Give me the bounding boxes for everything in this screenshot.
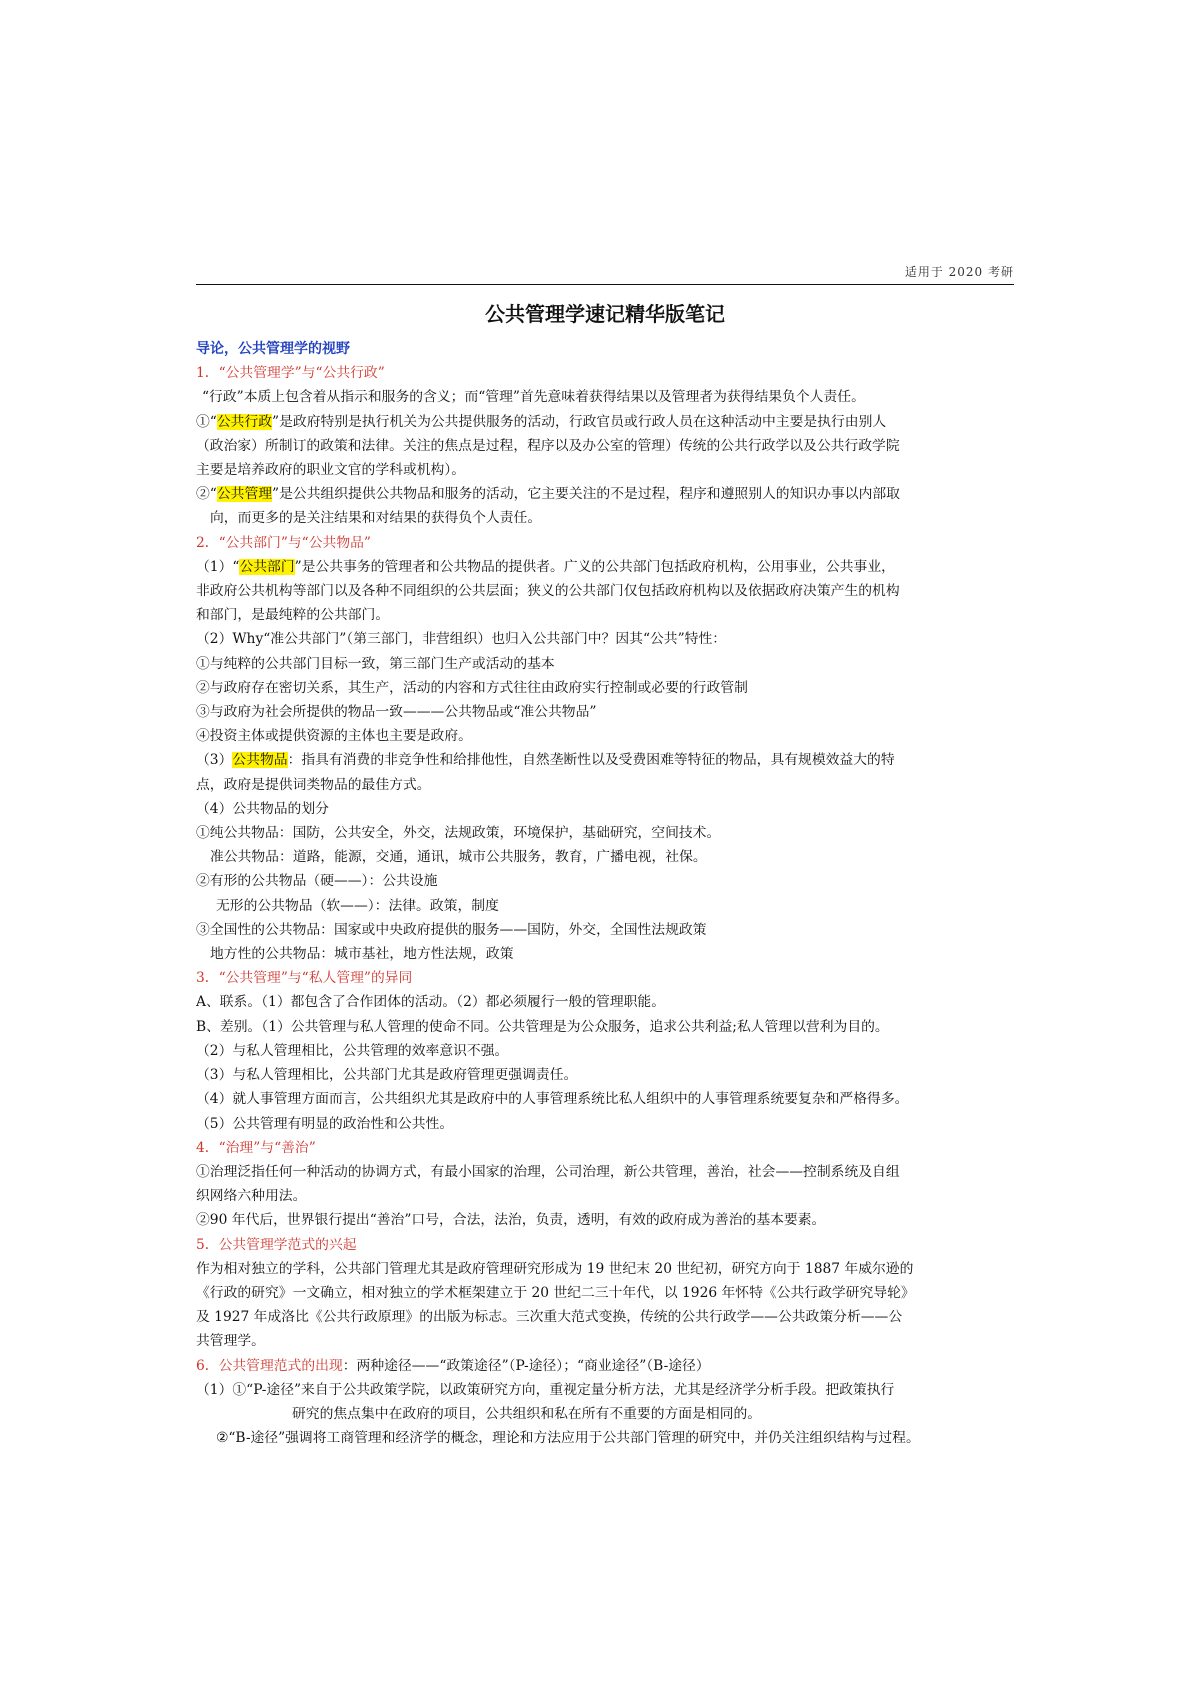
paragraph-line: ③全国性的公共物品：国家或中央政府提供的服务——国防，外交，全国性法规政策 xyxy=(196,921,707,938)
paragraph-line: 点，政府是提供词类物品的最佳方式。 xyxy=(196,776,431,793)
header-rule xyxy=(196,284,1014,285)
paragraph-line: 及 1927 年成洛比《公共行政原理》的出版为标志。三次重大范式变换，传统的公共行政学——公共政策分析——公 xyxy=(196,1309,903,1326)
document-body xyxy=(196,337,1014,1450)
paragraph-line: ①与纯粹的公共部门目标一致，第三部门生产或活动的基本 xyxy=(196,655,555,672)
line-rest: ”是公共事务的管理者和公共物品的提供者。广义的公共部门包括政府机构，公用事业，公共事业， xyxy=(294,558,895,575)
paragraph-line: A、联系。（1）都包含了合作团体的活动。（2）都必须履行一般的管理职能。 xyxy=(196,994,666,1011)
paragraph-line: ②与政府存在密切关系，其生产，活动的内容和方式往往由政府实行控制或必要的行政管制 xyxy=(196,679,748,696)
paragraph-line: 织网络六种用法。 xyxy=(196,1188,307,1205)
paragraph-line: （政治家）所制订的政策和法律。关注的焦点是过程，程序以及办公室的管理）传统的公共行政学以及公共行政学院 xyxy=(196,437,900,454)
highlighted-term: 公共部门 xyxy=(239,558,295,575)
paragraph-line: （3）与私人管理相比，公共部门尤其是政府管理更强调责任。 xyxy=(196,1067,578,1084)
highlighted-term: 公共行政 xyxy=(216,413,273,430)
paragraph-line: 和部门，是最纯粹的公共部门。 xyxy=(196,607,390,624)
paragraph-line: （2）与私人管理相比，公共管理的效率意识不强。 xyxy=(196,1042,509,1059)
paragraph-line: （4）公共物品的划分 xyxy=(196,800,329,817)
section-heading: 4．“治理”与“善治” xyxy=(196,1139,316,1156)
section-heading xyxy=(196,1354,1014,1378)
header-note: 适用于 2020 考研 xyxy=(904,265,1014,279)
paragraph-line: 主要是培养政府的职业文官的学科或机构）。 xyxy=(196,462,466,479)
paragraph-line: 无形的公共物品（软——）：法律。政策，制度 xyxy=(216,897,499,914)
paragraph-line: ②有形的公共物品（硬——）：公共设施 xyxy=(196,873,438,890)
section-heading: 2．“公共部门”与“公共物品” xyxy=(196,534,371,551)
section-subtitle: ：两种途径——“政策途径”（P-途径）；“商业途径”（B-途径） xyxy=(342,1357,710,1374)
paragraph-line: （4）就人事管理方面而言，公共组织尤其是政府中的人事管理系统比私人组织中的人事管理系统要复杂和严格得多。 xyxy=(196,1091,909,1108)
paragraph-line: 准公共物品：道路，能源，交通，通讯，城市公共服务，教育，广播电视，社保。 xyxy=(210,849,707,866)
paragraph-line: 地方性的公共物品：城市基社，地方性法规，政策 xyxy=(210,946,514,963)
paragraph-line: B、差别。（1）公共管理与私人管理的使命不同。公共管理是为公众服务，追求公共利益;私人管理以营利为目的。 xyxy=(196,1018,889,1035)
paragraph-line: ②“B-途径”强调将工商管理和经济学的概念，理论和方法应用于公共部门管理的研究中，并仍关注组织结构与过程。 xyxy=(216,1430,920,1447)
paragraph-line: ④投资主体或提供资源的主体也主要是政府。 xyxy=(196,728,472,745)
section-heading: 3．“公共管理”与“私人管理”的异同 xyxy=(196,970,413,987)
line-rest: ”是政府特别是执行机关为公共提供服务的活动，行政官员或行政人员在这种活动中主要是执行由别人 xyxy=(272,413,887,430)
line-prefix: ①“ xyxy=(196,413,217,430)
line-rest: ”是公共组织提供公共物品和服务的活动，它主要关注的不是过程，程序和遵照别人的知识办事以内部取 xyxy=(272,486,900,503)
paragraph-line: （1）①“P-途径”来自于公共政策学院，以政策研究方向，重视定量分析方法，尤其是经济学分析手段。把政策执行 xyxy=(196,1381,895,1398)
chapter-heading: 导论，公共管理学的视野 xyxy=(196,341,350,357)
paragraph-line: 共管理学。 xyxy=(196,1333,265,1350)
line-prefix: （3） xyxy=(196,752,233,769)
paragraph-line xyxy=(196,748,1014,772)
line-prefix: （1）“ xyxy=(196,558,240,575)
paragraph-line: （5）公共管理有明显的政治性和公共性。 xyxy=(196,1115,454,1132)
paragraph-line: ②90 年代后，世界银行提出“善治”口号，合法，法治，负责，透明，有效的政府成为善治的基本要素。 xyxy=(196,1212,826,1229)
document-page xyxy=(196,260,1014,1450)
section-heading: 5．公共管理学范式的兴起 xyxy=(196,1236,357,1253)
paragraph-line: 非政府公共机构等部门以及各种不同组织的公共层面；狭义的公共部门仅包括政府机构以及依据政府决策产生的机构 xyxy=(196,583,900,600)
paragraph-line xyxy=(196,482,1014,506)
line-rest: ：指具有消费的非竞争性和给排他性，自然垄断性以及受费困难等特征的物品，具有规模效益大的特 xyxy=(287,752,895,769)
paragraph-line: “行政”本质上包含着从指示和服务的含义；而“管理”首先意味着获得结果以及管理者为获得结果负个人责任。 xyxy=(202,389,865,406)
paragraph-line: （2）Why“准公共部门”（第三部门，非营组织）也归入公共部门中？因其“公共”特性： xyxy=(196,631,727,648)
document-title: 公共管理学速记精华版笔记 xyxy=(485,302,725,326)
paragraph-line xyxy=(196,555,1014,579)
paragraph-line: ①治理泛指任何一种活动的协调方式，有最小国家的治理，公司治理，新公共管理，善治，社会——控制系统及自组 xyxy=(196,1163,900,1180)
section-title: 6．公共管理范式的出现 xyxy=(196,1357,343,1374)
paragraph-line: ③与政府为社会所提供的物品一致———公共物品或“准公共物品” xyxy=(196,704,597,721)
paragraph-line: 《行政的研究》一文确立，相对独立的学术框架建立于 20 世纪二三十年代，以 1926 年怀特《公共行政学研究导轮》 xyxy=(196,1284,915,1301)
paragraph-line xyxy=(196,410,1014,434)
paragraph-line: 向，而更多的是关注结果和对结果的获得负个人责任。 xyxy=(210,510,542,527)
paragraph-line: 研究的焦点集中在政府的项目，公共组织和私在所有不重要的方面是相同的。 xyxy=(292,1405,762,1422)
section-heading: 1．“公共管理学”与“公共行政” xyxy=(196,365,385,382)
highlighted-term: 公共管理 xyxy=(216,486,273,503)
line-prefix: ②“ xyxy=(196,486,217,503)
paragraph-line: 作为相对独立的学科，公共部门管理尤其是政府管理研究形成为 19 世纪末 20 世纪初，研究方向于 1887 年威尔逊的 xyxy=(196,1260,914,1277)
highlighted-term: 公共物品 xyxy=(232,752,288,769)
paragraph-line: ①纯公共物品：国防，公共安全，外交，法规政策，环境保护，基础研究，空间技术。 xyxy=(196,825,721,842)
